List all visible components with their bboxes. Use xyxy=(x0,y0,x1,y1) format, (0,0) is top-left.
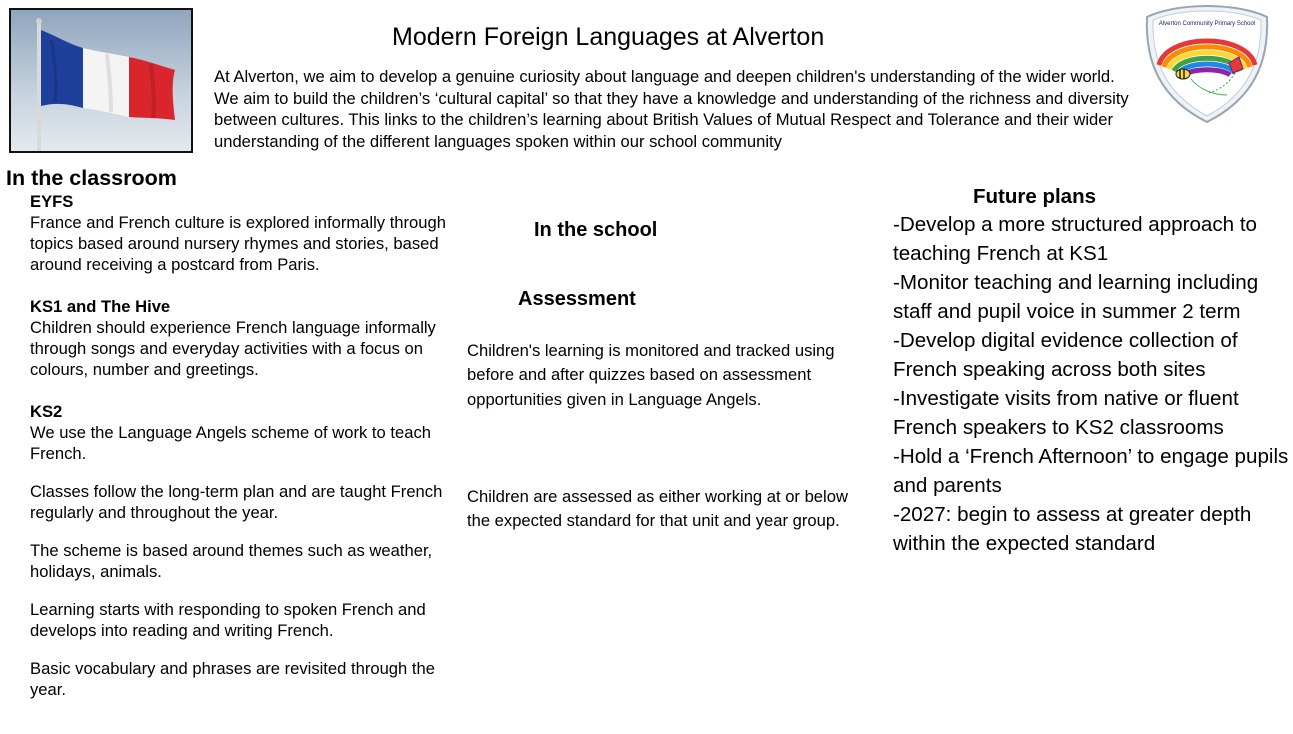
ks2-paragraph: Classes follow the long-term plan and are taught French regularly and throughout the year. xyxy=(30,482,443,522)
assessment-heading: Assessment xyxy=(518,288,636,310)
future-plan-item: -Develop digital evidence collection of French speaking across both sites xyxy=(893,329,1238,381)
ks1-section xyxy=(30,296,455,380)
classroom-heading: In the classroom xyxy=(6,166,177,190)
school-crest-icon xyxy=(1143,3,1271,125)
school-logo xyxy=(1143,3,1271,125)
ks2-heading: KS2 xyxy=(30,402,63,421)
classroom-column xyxy=(30,191,455,717)
future-plan-item: -Monitor teaching and learning including staff and pupil voice in summer 2 term xyxy=(893,271,1259,323)
eyfs-section xyxy=(30,191,455,275)
intro-text xyxy=(214,66,1134,152)
intro-paragraph-2: We aim to build the children’s ‘cultural capital’ so that they have a knowledge and understanding of the richness and diversity between cultures. This links to the children’s learning about British Values of Mutual Respect and Tolerance and their wider understanding of the different languages spoken within our school community xyxy=(214,88,1129,151)
future-plan-item: -2027: begin to assess at greater depth within the expected standard xyxy=(893,503,1252,555)
ks1-text: Children should experience French language informally through songs and everyday activities with a focus on colours, number and greetings. xyxy=(30,318,436,379)
french-flag-image xyxy=(9,8,193,153)
future-plans-heading: Future plans xyxy=(973,185,1097,208)
eyfs-text: France and French culture is explored informally through topics based around nursery rhymes and stories, based around receiving a postcard from Paris. xyxy=(30,213,446,274)
assessment-paragraph-1: Children's learning is monitored and tracked using before and after quizzes based on assessment opportunities given in Language Angels. xyxy=(467,341,835,409)
ks1-heading: KS1 and The Hive xyxy=(30,297,171,316)
intro-paragraph-1: At Alverton, we aim to develop a genuine curiosity about language and deepen children's understanding of the wider world. xyxy=(214,67,1115,86)
ks2-section xyxy=(30,401,455,700)
future-plan-item: -Investigate visits from native or fluent French speakers to KS2 classrooms xyxy=(893,387,1239,439)
future-plans-list xyxy=(893,210,1291,558)
ks2-paragraph: Learning starts with responding to spoken French and develops into reading and writing French. xyxy=(30,600,426,640)
assessment-paragraph-2: Children are assessed as either working at or below the expected standard for that unit and year group. xyxy=(467,487,848,531)
future-plan-item: -Develop a more structured approach to teaching French at KS1 xyxy=(893,213,1258,265)
future-plan-item: -Hold a ‘French Afternoon’ to engage pupils and parents xyxy=(893,445,1289,497)
eyfs-heading: EYFS xyxy=(30,192,74,211)
ks2-paragraph: We use the Language Angels scheme of work to teach French. xyxy=(30,423,431,463)
ks2-paragraph: Basic vocabulary and phrases are revisited through the year. xyxy=(30,659,435,699)
page-title: Modern Foreign Languages at Alverton xyxy=(392,23,825,51)
logo-text: Alverton Community Primary School xyxy=(1158,21,1256,27)
french-flag-icon xyxy=(11,10,191,151)
school-heading: In the school xyxy=(534,219,658,241)
ks2-paragraph: The scheme is based around themes such as weather, holidays, animals. xyxy=(30,541,433,581)
